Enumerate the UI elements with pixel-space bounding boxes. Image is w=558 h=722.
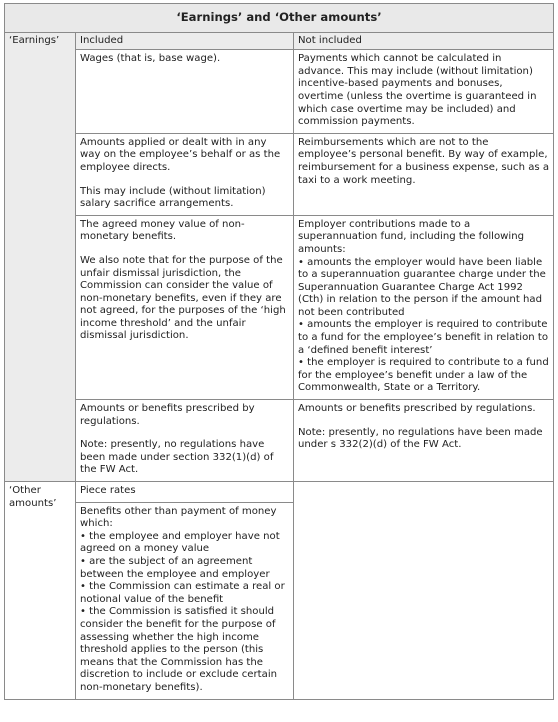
cell-text: Payments which cannot be calculated in advance. This may include (without limitation) incentive-based payments and bonuses, overtime (unless the overtime is guaranteed in which case overtime may be included) and commission payments. [298, 53, 537, 128]
cell-text: The agreed money value of non-monetary benefits. [80, 218, 245, 243]
earnings-table [4, 3, 554, 700]
table-row [5, 133, 554, 215]
cell-text: Amounts or benefits prescribed by regulations. [80, 403, 255, 427]
cell-text: This may include (without limitation) salary sacrifice arrangements. [80, 185, 266, 210]
table-row [5, 215, 554, 399]
benefits-cell [76, 502, 294, 699]
list-item: • are the subject of an agreement between the employee and employer [80, 556, 289, 581]
included-cell [76, 50, 294, 134]
cell-text: Amounts or benefits prescribed by regulations. [298, 403, 536, 415]
other-amounts-row-label: ‘Other amounts’ [5, 482, 76, 700]
list-item: • the Commission can estimate a real or notional value of the benefit [80, 581, 289, 606]
not-included-cell [294, 215, 554, 399]
list-item: • the Commission is satisfied it should consider the benefit for the purpose of assessing whether the high income threshold applies to the person (this means that the Commission has the discretion to include or exclude certain non-monetary benefits). [80, 606, 289, 694]
bullet-list [298, 257, 549, 396]
cell-text: Reimbursements which are not to the employee’s personal benefit. By way of example, reimbursement for a business expense, such as a taxi to a work meeting. [298, 136, 550, 186]
list-item: • the employee and employer have not agreed on a money value [80, 531, 289, 556]
cell-text: Benefits other than payment of money which: [80, 505, 277, 530]
included-cell [76, 133, 294, 215]
cell-text: Amounts applied or dealt with in any way on the employee’s behalf or as the employee directs. [80, 136, 281, 173]
table-row [5, 50, 554, 134]
cell-text: Wages (that is, base wage). [80, 53, 221, 65]
cell-text: Employer contributions made to a superannuation fund, including the following amounts: [298, 218, 525, 255]
cell-text: Note: presently, no regulations have been made under section 332(1)(d) of the FW Act. [80, 439, 274, 476]
included-header: Included [76, 32, 294, 50]
not-included-header: Not included [294, 32, 554, 50]
list-item: • amounts the employer would have been liable to a superannuation guarantee charge under the Superannuation Guarantee Charge Act 1992 (Cth) in relation to the person if the amount had not been contributed [298, 257, 549, 320]
earnings-row-label: ‘Earnings’ [5, 32, 76, 481]
not-included-cell [294, 50, 554, 134]
empty-cell [294, 482, 554, 700]
title-row [5, 4, 554, 33]
cell-text: Note: presently, no regulations have been made under s 332(2)(d) of the FW Act. [298, 426, 543, 451]
bullet-list [80, 531, 289, 695]
list-item: • the employer is required to contribute to a fund for the employee’s benefit under a law of the Commonwealth, State or a Territory. [298, 357, 549, 395]
table-row [5, 400, 554, 482]
not-included-cell [294, 400, 554, 482]
not-included-cell [294, 133, 554, 215]
piece-rates-cell: Piece rates [76, 482, 294, 503]
table-title: ‘Earnings’ and ‘Other amounts’ [5, 4, 554, 33]
list-item: • amounts the employer is required to contribute to a fund for the employee’s benefit in relation to a ‘defined benefit interest’ [298, 319, 549, 357]
cell-text: We also note that for the purpose of the unfair dismissal jurisdiction, the Commission can consider the value of non-monetary benefits, even if they are not agreed, for the purposes of the ‘high income threshold’ and the unfair dismissal jurisdiction. [80, 254, 286, 342]
included-cell [76, 400, 294, 482]
included-cell [76, 215, 294, 399]
table-row [5, 482, 554, 503]
header-row [5, 32, 554, 50]
